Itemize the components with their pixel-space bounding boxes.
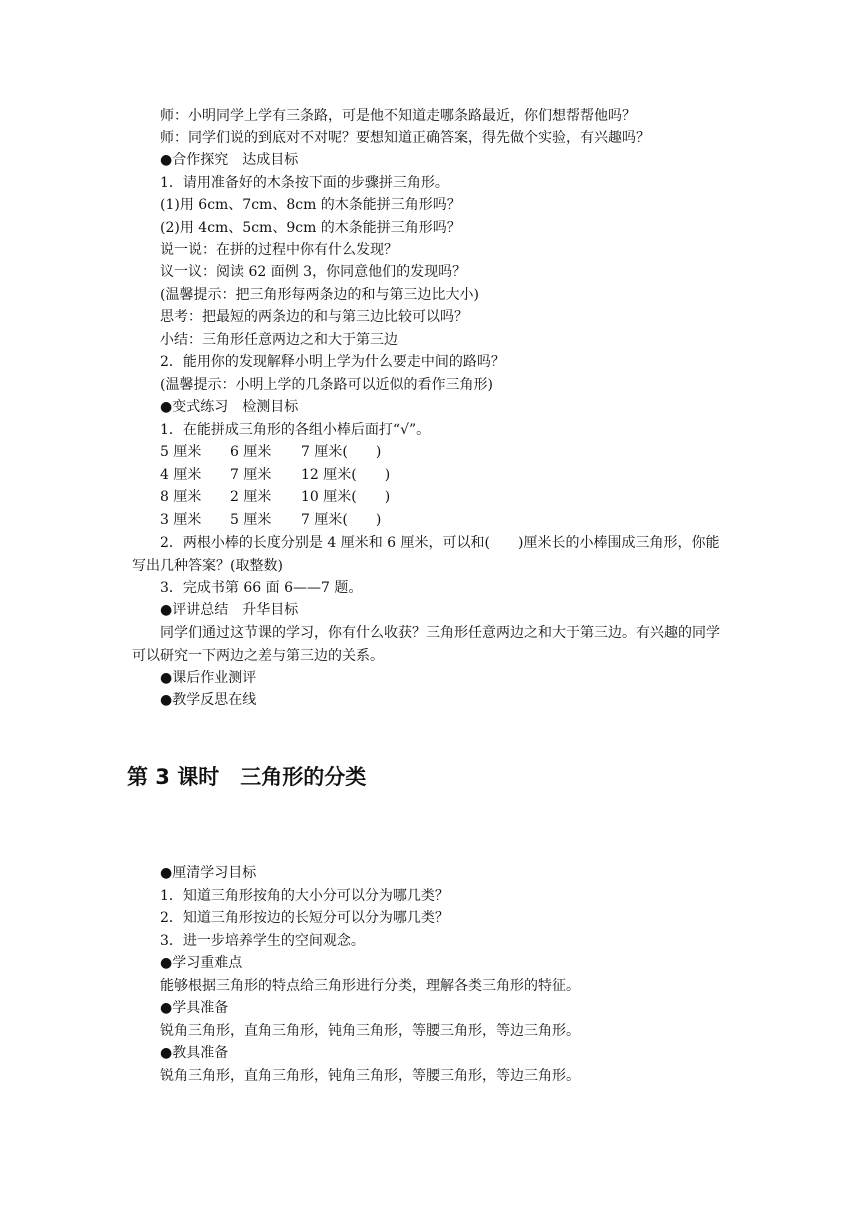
stick-length: 12 厘米( ) [301, 467, 391, 483]
text-line: 1．在能拼成三角形的各组小棒后面打“√”。 [160, 422, 431, 438]
section-heading-goals: ●厘清学习目标 [160, 865, 257, 881]
text-line: 师：同学们说的到底对不对呢？要想知道正确答案，得先做个实验，有兴趣吗？ [160, 130, 650, 146]
stick-row [160, 441, 460, 463]
text-line: (温馨提示：把三角形每两条边的和与第三边比大小) [160, 287, 479, 303]
section-heading-reflection: ●教学反思在线 [160, 692, 257, 708]
stick-row [160, 486, 460, 508]
section-heading-cooperative: ●合作探究 达成目标 [160, 152, 299, 168]
summary-paragraph: 同学们通过这节课的学习，你有什么收获？三角形任意两边之和大于第三边。有兴趣的同学可以研究一下两边之差与第三边的关系。 [132, 625, 720, 664]
stick-length: 3 厘米 [160, 512, 202, 528]
section-heading-practice: ●变式练习 检测目标 [160, 399, 299, 415]
stick-row [160, 464, 460, 486]
stick-length: 4 厘米 [160, 467, 202, 483]
text-line: 锐角三角形，直角三角形，钝角三角形，等腰三角形，等边三角形。 [160, 1068, 580, 1084]
section-heading-key-points: ●学习重难点 [160, 955, 243, 971]
stick-length: 7 厘米 [230, 467, 272, 483]
stick-length: 2 厘米 [230, 489, 272, 505]
stick-length: 8 厘米 [160, 489, 202, 505]
text-line: 思考：把最短的两条边的和与第三边比较可以吗？ [160, 309, 468, 325]
text-line: 锐角三角形，直角三角形，钝角三角形，等腰三角形，等边三角形。 [160, 1023, 580, 1039]
question-3: 3．完成书第 66 面 6——7 题。 [160, 580, 363, 596]
text-line: (温馨提示：小明上学的几条路可以近似的看作三角形) [160, 377, 493, 393]
stick-length: 7 厘米( ) [301, 512, 382, 528]
section-heading-summary: ●评讲总结 升华目标 [160, 602, 299, 618]
section-heading-teacher-tools: ●教具准备 [160, 1045, 229, 1061]
text-line: 3．进一步培养学生的空间观念。 [160, 933, 365, 949]
section-heading-student-tools: ●学具准备 [160, 1000, 229, 1016]
text-line: (1)用 6cm、7cm、8cm 的木条能拼三角形吗？ [160, 197, 461, 213]
stick-length: 5 厘米 [230, 512, 272, 528]
text-line: 议一议：阅读 62 面例 3，你同意他们的发现吗？ [160, 264, 467, 280]
text-line: 2．知道三角形按边的长短分可以分为哪几类？ [160, 910, 449, 926]
section-heading-homework: ●课后作业测评 [160, 670, 257, 686]
text-line: 1．请用准备好的木条按下面的步骤拼三角形。 [160, 175, 449, 191]
stick-length: 7 厘米( ) [301, 444, 382, 460]
lesson-title: 第 3 课时 三角形的分类 [127, 765, 367, 789]
text-line: 说一说：在拼的过程中你有什么发现？ [160, 242, 398, 258]
text-line: 1．知道三角形按角的大小分可以分为哪几类？ [160, 888, 449, 904]
text-line: (2)用 4cm、5cm、9cm 的木条能拼三角形吗？ [160, 220, 461, 236]
stick-row [160, 509, 460, 531]
text-line: 能够根据三角形的特点给三角形进行分类，理解各类三角形的特征。 [160, 978, 580, 994]
stick-length: 10 厘米( ) [301, 489, 391, 505]
text-line: 师：小明同学上学有三条路，可是他不知道走哪条路最近，你们想帮帮他吗？ [160, 108, 636, 124]
stick-length: 5 厘米 [160, 444, 202, 460]
stick-length: 6 厘米 [230, 444, 272, 460]
question-2: 2．两根小棒的长度分别是 4 厘米和 6 厘米，可以和( )厘米长的小棒围成三角形，你能写出几种答案？(取整数) [132, 535, 720, 574]
text-line: 2．能用你的发现解释小明上学为什么要走中间的路吗？ [160, 354, 505, 370]
text-line: 小结：三角形任意两边之和大于第三边 [160, 332, 398, 348]
